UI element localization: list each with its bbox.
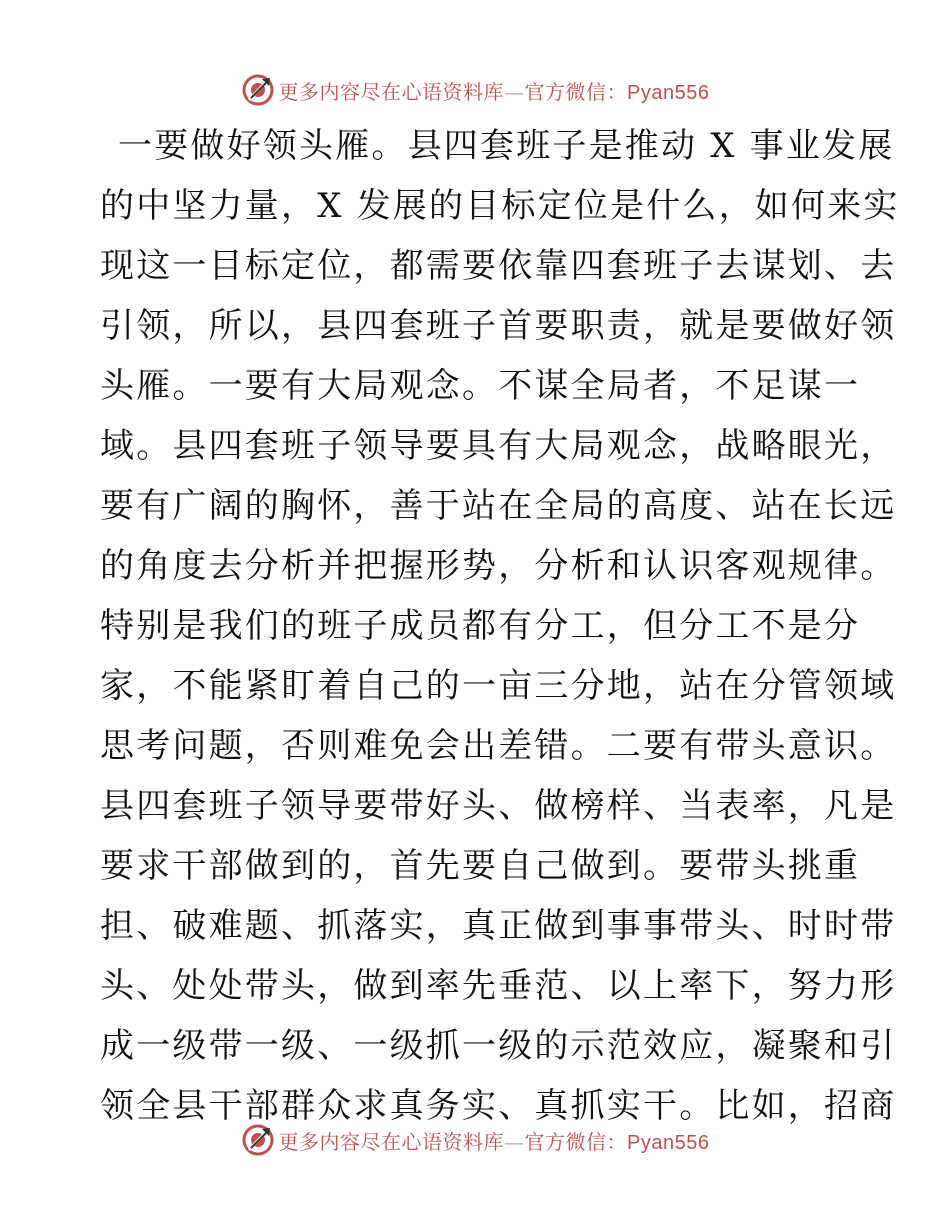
body-line: 成一级带一级、一级抓一级的示范效应，凝聚和引 xyxy=(100,1026,897,1066)
footer-banner-content xyxy=(241,1123,710,1157)
brand-logo-icon xyxy=(241,1123,275,1157)
header-banner-main: 更多内容尽在心语资料库 xyxy=(278,79,505,104)
body-line: 特别是我们的班子成员都有分工，但分工不是分 xyxy=(100,606,861,646)
footer-banner-dash: — xyxy=(504,1129,525,1154)
footer-banner-main: 更多内容尽在心语资料库 xyxy=(278,1129,505,1154)
body-line: 一要做好领头雁。县四套班子是推动 X 事业发展 xyxy=(118,126,895,166)
body-line: 县四套班子领导要带好头、做榜样、当表率，凡是 xyxy=(100,786,897,826)
body-line: 思考问题，否则难免会出差错。二要有带头意识。 xyxy=(100,726,897,766)
body-line: 家，不能紧盯着自己的一亩三分地，站在分管领域 xyxy=(100,666,897,706)
body-line: 头雁。一要有大局观念。不谋全局者，不足谋一 xyxy=(100,366,861,406)
header-banner xyxy=(0,72,950,108)
header-banner-handle: Pyan556 xyxy=(627,81,710,104)
body-line: 的中坚力量，X 发展的目标定位是什么，如何来实 xyxy=(100,186,900,226)
body-line: 担、破难题、抓落实，真正做到事事带头、时时带 xyxy=(100,906,897,946)
body-line: 要求干部做到的，首先要自己做到。要带头挑重 xyxy=(100,846,861,886)
body-line: 头、处处带头，做到率先垂范、以上率下，努力形 xyxy=(100,966,897,1006)
body-line: 要有广阔的胸怀，善于站在全局的高度、站在长远 xyxy=(100,486,897,526)
body-line: 领全县干部群众求真务实、真抓实干。比如，招商 xyxy=(100,1086,897,1126)
footer-banner-handle: Pyan556 xyxy=(627,1131,710,1154)
header-banner-wechat: 官方微信： xyxy=(524,79,628,104)
footer-banner-wechat: 官方微信： xyxy=(524,1129,628,1154)
document-body xyxy=(100,116,900,1136)
body-line: 现这一目标定位，都需要依靠四套班子去谋划、去 xyxy=(100,246,897,286)
footer-banner xyxy=(0,1122,950,1158)
header-banner-content xyxy=(241,73,710,107)
body-line: 域。县四套班子领导要具有大局观念，战略眼光， xyxy=(100,426,897,466)
body-line: 的角度去分析并把握形势，分析和认识客观规律。 xyxy=(100,546,897,586)
brand-logo-icon xyxy=(241,73,275,107)
body-line: 引领，所以，县四套班子首要职责，就是要做好领 xyxy=(100,306,897,346)
footer-banner-text xyxy=(279,1126,710,1155)
header-banner-dash: — xyxy=(504,79,525,104)
header-banner-text xyxy=(279,76,710,105)
